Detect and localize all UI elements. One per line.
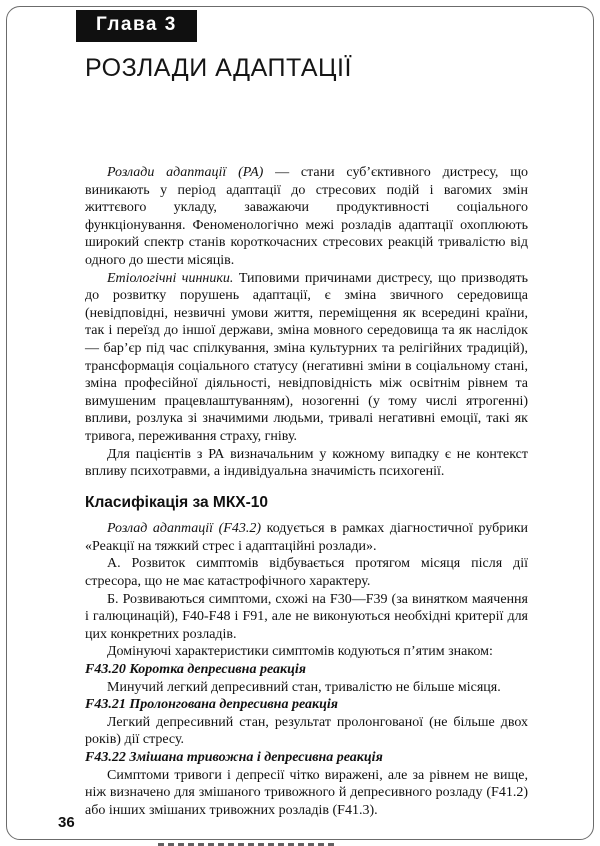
intro-paragraph-2 <box>85 270 528 446</box>
page-number: 36 <box>58 814 75 831</box>
code-title-f4321: F43.21 Пролонгована депресивна реакція <box>85 697 338 713</box>
chapter-label-box <box>76 10 197 42</box>
classification-paragraph-1-text: кодується в рамках діагностичної рубрики «Реакції на тяжкий стрес і адаптаційні розлади». <box>85 521 529 554</box>
intro-paragraph-2-lead: Етіологічні чинники. <box>107 270 234 286</box>
code-title-f4322: F43.22 Змішана тривожна і депресивна реакція <box>85 750 383 765</box>
intro-paragraph-1-lead: Розлади адаптації (РА) <box>107 165 264 180</box>
code-desc-f4321: Легкий депресивний стан, результат пролонгованої (не більше двох років) дії стресу. <box>85 714 528 748</box>
page-title: РОЗЛАДИ АДАПТАЦІЇ <box>85 54 352 82</box>
classification-paragraph-1-lead: Розлад адаптації (F43.2) <box>107 521 262 537</box>
classification-paragraph-1 <box>85 520 528 555</box>
intro-paragraph-1-text: — стани суб’єктивного дистресу, що виникають у період адаптації до стресових подій і вагомих змін життєвого укладу, заважаючи продуктивності соціального функціонування. Феноменологічно межі розладів адаптації охоплюють широкий спектр станів короткочасних стресових реакцій тривалістю від одного до шести місяців. <box>85 165 529 268</box>
intro-paragraph-3: Для пацієнтів з РА визначальним у кожному випадку є не контекст впливу психотравми, а індивідуальна значимість психогенії. <box>85 446 528 480</box>
section-heading-classification: Класифікація за МКХ-10 <box>85 493 269 511</box>
code-title-f4320: F43.20 Коротка депресивна реакція <box>85 662 306 678</box>
page-content <box>85 164 528 819</box>
code-desc-f4322: Симптоми тривоги і депресії чітко виражені, але за рівнем не вище, ніж визначено для змішаного тривожного й депресивного розладу (F41.2) або інших змішаних тривожних розладів (F41.3). <box>85 767 528 818</box>
intro-paragraph-1 <box>85 164 528 270</box>
chapter-label-text: Глава 3 <box>96 14 177 35</box>
classification-criterion-a: А. Розвиток симптомів відбувається протягом місяця після дії стресора, що не має катастрофічного характеру. <box>85 556 528 590</box>
classification-fifth-character-note: Домінуючі характеристики симптомів кодуються п’ятим знаком: <box>107 644 493 660</box>
intro-paragraph-2-text: Типовими причинами дистресу, що призводять до розвитку порушень адаптації, є зміна звичного середовища (невідповідні, незвичні умови життя, переміщення як всередині країни, так і переїзд до іншої держави, зміна мовного середовища та як наслідок — бар’єр під час спілкування, зміна культурних та релігійних традицій), трансформація соціального статусу (негативні зміни в соціальному стані, зміна професійної діяльності, невідповідність між освітнім рівнем та вимушеним працевлаштуванням), нозогенні (у тому числі ятрогенні) впливи, розлука зі значимими людьми, тривалі негативні емоції, такі як тривога, переживання страху, гніву. <box>85 270 528 444</box>
code-desc-f4320: Минучий легкий депресивний стан, тривалістю не більше місяця. <box>107 679 501 695</box>
classification-criterion-b: Б. Розвиваються симптоми, схожі на F30—F39 (за винятком маячення і галюцинацій), F40-F48 і F91, але не виконуються необхідні критерії для цих конкретних розладів. <box>85 591 528 642</box>
